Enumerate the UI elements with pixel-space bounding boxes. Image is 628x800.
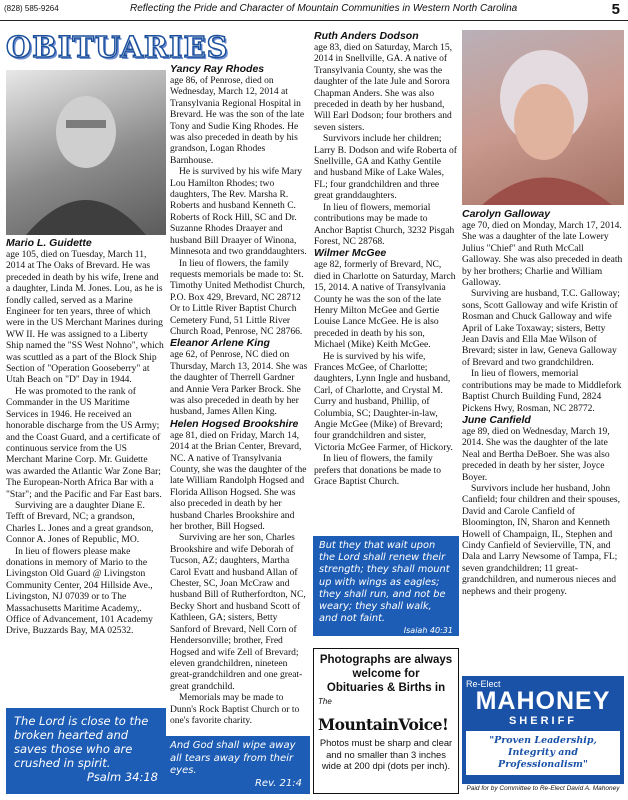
obit-text: age 82, formerly of Brevard, NC, died in Charlotte on Saturday, March 15, 2014. A native of Transylvania County he was the son of the late Henry Milton McGee and Gertie Louise Lance McGee. He is also preceded in death by his son, Michael (Mike) Keith McGee. [314, 259, 456, 351]
obit-name: Yancy Ray Rhodes [170, 63, 265, 75]
obit-text: In lieu of flowers, the family prefers that donations be made to Grace Baptist Church. [314, 453, 441, 488]
obit-text: In lieu of flowers, the family requests memorials be made to: St. Timothy United Methodist Church, P.O. Box 429, Brevard, NC 28712 Or to Little River Baptist Church Cemetery Fund, 51 Little River Church Road, Penrose, NC 28766. [170, 257, 305, 337]
section-title: OBITUARIES [6, 30, 229, 64]
verse-reference: Psalm 34:18 [86, 770, 158, 784]
verse-box-isaiah [313, 536, 459, 636]
page-number: 5 [611, 1, 620, 18]
obit-text: He was promoted to the rank of Commander in the US Maritime Services in 1946. He received an honorable discharge from the US Army; and the Coast Guard, and a certificate of continuous service from the US Merchant Marine Corp. Mr. Guidette was awarded the Atlantic War Zone Bar; The European-North Africa Bar with a "Star"; and the Pacific and Far East bars. [6, 385, 162, 500]
ad-headline: Photographs are always [319, 654, 453, 666]
obit-name: Helen Hogsed Brookshire [170, 417, 299, 430]
obit-text: age 86, of Penrose, died on Wednesday, March 12, 2014 at Transylvania Regional Hospital in Brevard. He was the son of the late Tony and Sudie King Rhodes. He was also preceded in death by his grandson, Logan Rhodes Barnhouse. [170, 75, 305, 166]
mountain-voice-logo [318, 697, 454, 735]
obit-text: age 89, died on Wednesday, March 19, 2014. She was the daughter of the late Neal and Bertha DeBoer. She was also preceded in death by her sister, Joyce Boyer. [462, 425, 610, 483]
obit-text: Surviving are her son, Charles Brookshire and wife Deborah of Tucson, AZ; daughters, Martha Carol Evatt and husband Allan of Chester, SC, Joan McCraw and husband Bill of Rutherfordton, NC, Becky Short and husband Scott of Kathleen, GA; sisters, Betty Sanford of Brevard, Nell Corn of Hendersonville; brother, Fred Hogsed and wife Zell of Brevard; eleven grandchildren, nineteen great-grandchildren and one great-great grandchild. [170, 532, 306, 692]
obit-name: Eleanor Arlene King [170, 337, 270, 350]
obit-text: age 81, died on Friday, March 14, 2014 at the Brian Center, Brevard, NC. A native of Transylvania County, she was the daughter of the late William Randolph Hogsed and Florida Allison Hogsed. She was also preceded in death by her husband Charles Brookshire and her brother, Bill Hogsed. [170, 429, 307, 533]
guidette-photo [6, 70, 166, 235]
verse-reference: Rev. 21:4 [254, 777, 302, 789]
obit-text: age 70, died on Monday, March 17, 2014. She was a daughter of the late Lowery Julius "Chief" and Ruth McCall Galloway. She was also preceded in death by her brothers; Charlie and William Galloway. [462, 220, 623, 289]
obit-text: In lieu of flowers, memorial contributions may be made to Anchor Baptist Church, 3232 Pisgah Forest, NC 28768. [314, 201, 455, 247]
header-tagline: Reflecting the Pride and Character of Mountain Communities in Western North Carolina [130, 3, 518, 14]
obit-name: Ruth Anders Dodson [314, 30, 419, 42]
photo-submission-ad [313, 648, 459, 794]
obit-text: age 83, died on Saturday, March 15, 2014 in Snellville, GA. A native of Transylvania County, she was the daughter of the late Jule and Sorora Chapman Anders. She was also preceded in death by her husband, Will Earl Dodson; four brothers and seven sisters. [314, 42, 453, 133]
verse-reference: Isaiah 40:31 [403, 626, 453, 636]
portrait-placeholder-icon [6, 70, 166, 235]
obit-text: Surviving are a daughter Diane E. Tefft of Brevard, NC; a grandson, Charles L. Jones and a great grandson, Connor A. Jones of Republic, MO. [6, 499, 154, 546]
column-4 [462, 208, 624, 597]
obit-text: age 105, died on Tuesday, March 11, 2014 at The Oaks of Brevard. He was preceded in death by his wife, Irene and a daughter, Linda M. Jones. Lou, as he is fondly called, served as a Marine Engineer for ten years, three of which were in the US Merchant Marines during WW II. He was assigned to a Liberty Ship named the "SS West Nohno", which was scuttled as a part of the Block Ship Section of "Operation Gooseberry" at Utah Beach on "D" Day in 1944. [6, 249, 164, 386]
column-3 [314, 30, 457, 487]
logo-brand: MountainVoice! [318, 715, 449, 734]
ad-note: Photos must be sharp and clear and no smaller than 3 inches wide at 200 dpi (dots per inch). [319, 737, 453, 771]
ad-paid-disclaimer: Paid for by Committee to Re-Elect David A. Mahoney [466, 785, 620, 792]
ad-candidate-name: MAHONEY [475, 687, 611, 715]
ad-headline: Obituaries & Births in [326, 682, 446, 694]
ad-reelect: Re-Elect [466, 679, 501, 689]
portrait-placeholder-icon [462, 30, 624, 205]
obit-text: He is survived by his wife Mary Lou Hamilton Rhodes; two daughters, The Rev. Marsha R. Roberts and husband Kenneth C. Roberts of Rock Hill, SC and Dr. Suzanne Rhodes Draayer and husband Bill Draayer of Winona, Minnesota and two granddaughters. [170, 166, 307, 258]
verse-text: The Lord is close to the broken hearted and saves those who are crushed in spirit. [14, 714, 149, 770]
obit-name: Mario L. Guidette [6, 237, 92, 249]
mahoney-sheriff-ad [462, 676, 624, 784]
column-1 [6, 237, 164, 637]
ad-headline: welcome for [352, 668, 420, 680]
obit-text: Survivors include her husband, John Canfield; four children and their spouses, David and Carole Canfield of Bloomington, IN, Sharon and Kenneth Howell of Champaign, IL, Stephen and Cindy Canfield of Sevierville, TN, and Dala and Larry Newsome of Tampa, FL; seven grandchildren; 11 great-grandchildren, and numerous nieces and nephews and their progeny. [462, 482, 621, 597]
verse-box-revelation [162, 736, 310, 794]
obit-text: Surviving are husband, T.C. Galloway; sons, Scott Galloway and wife Kristin of Rosman and Chuck Galloway and wife April of Lake Toxaway; sisters, Betty Jean Davis and Ella Mae Wilson of Brevard; sister in law, Geneva Galloway of Brevard and two grandchildren. [462, 288, 620, 368]
logo-the: The [318, 697, 332, 706]
obit-text: Memorials may be made to Dunn's Rock Baptist Church or to one's favorite charity. [170, 692, 300, 726]
obit-name: Carolyn Galloway [462, 208, 551, 220]
obit-text: age 62, of Penrose, NC died on Thursday, March 13, 2014. She was the daughter of Therrell Gardner and Annie Vera Parker Brock. She was also preceded in death by her husband, James Allen King. [170, 349, 308, 418]
verse-text: And God shall wipe away all tears away from their eyes. [170, 740, 296, 776]
ad-slogan: "Proven Leadership, Integrity and Professionalism" [466, 731, 620, 775]
obit-text: Survivors include her children; Larry B. Dodson and wife Roberta of Snellville, GA and Kathy Gentile and husband Mike of Lake Wales, FL; four grandchildren and three great granddaughters. [314, 133, 457, 202]
ad-office: SHERIFF [508, 715, 578, 727]
obit-name: June Canfield [462, 413, 531, 426]
verse-box-psalm [6, 708, 166, 794]
obit-text: In lieu of flowers please make donations in memory of Mario to the Livingston Old Guard @ Livingston Community Center, 204 Hillside Ave., Livingston, NJ 07039 or to The Massachusetts Maritime Academy,. Office of Advancement, 101 Academy Drive, Buzzards Bay, MA 02532. [6, 545, 153, 637]
phone-number: (828) 585-9264 [4, 4, 59, 13]
column-2 [170, 63, 308, 726]
obit-text: In lieu of flowers, memorial contributions may be made to Middlefork Baptist Church Building Fund, 2824 Pickens Hwy, Rosman, NC 28772. [462, 368, 622, 414]
obit-name: Wilmer McGee [314, 247, 387, 260]
galloway-photo [462, 30, 624, 205]
verse-text: But they that wait upon the Lord shall renew their strength; they shall mount up with wings as eagles; they shall run, and not be weary; they shall walk, and not faint. [319, 540, 450, 625]
obit-text: He is survived by his wife, Frances McGee, of Charlotte; daughters, Lynn Ingle and husband, Carl, of Charlotte, and Crystal M. Curry and husband, Phillip, of Columbia, SC; Daughter-in-law, Angie McGee (Mike) of Brevard; four grandchildren and sister, Victoria McGee Farmer, of Hickory. [314, 350, 453, 453]
